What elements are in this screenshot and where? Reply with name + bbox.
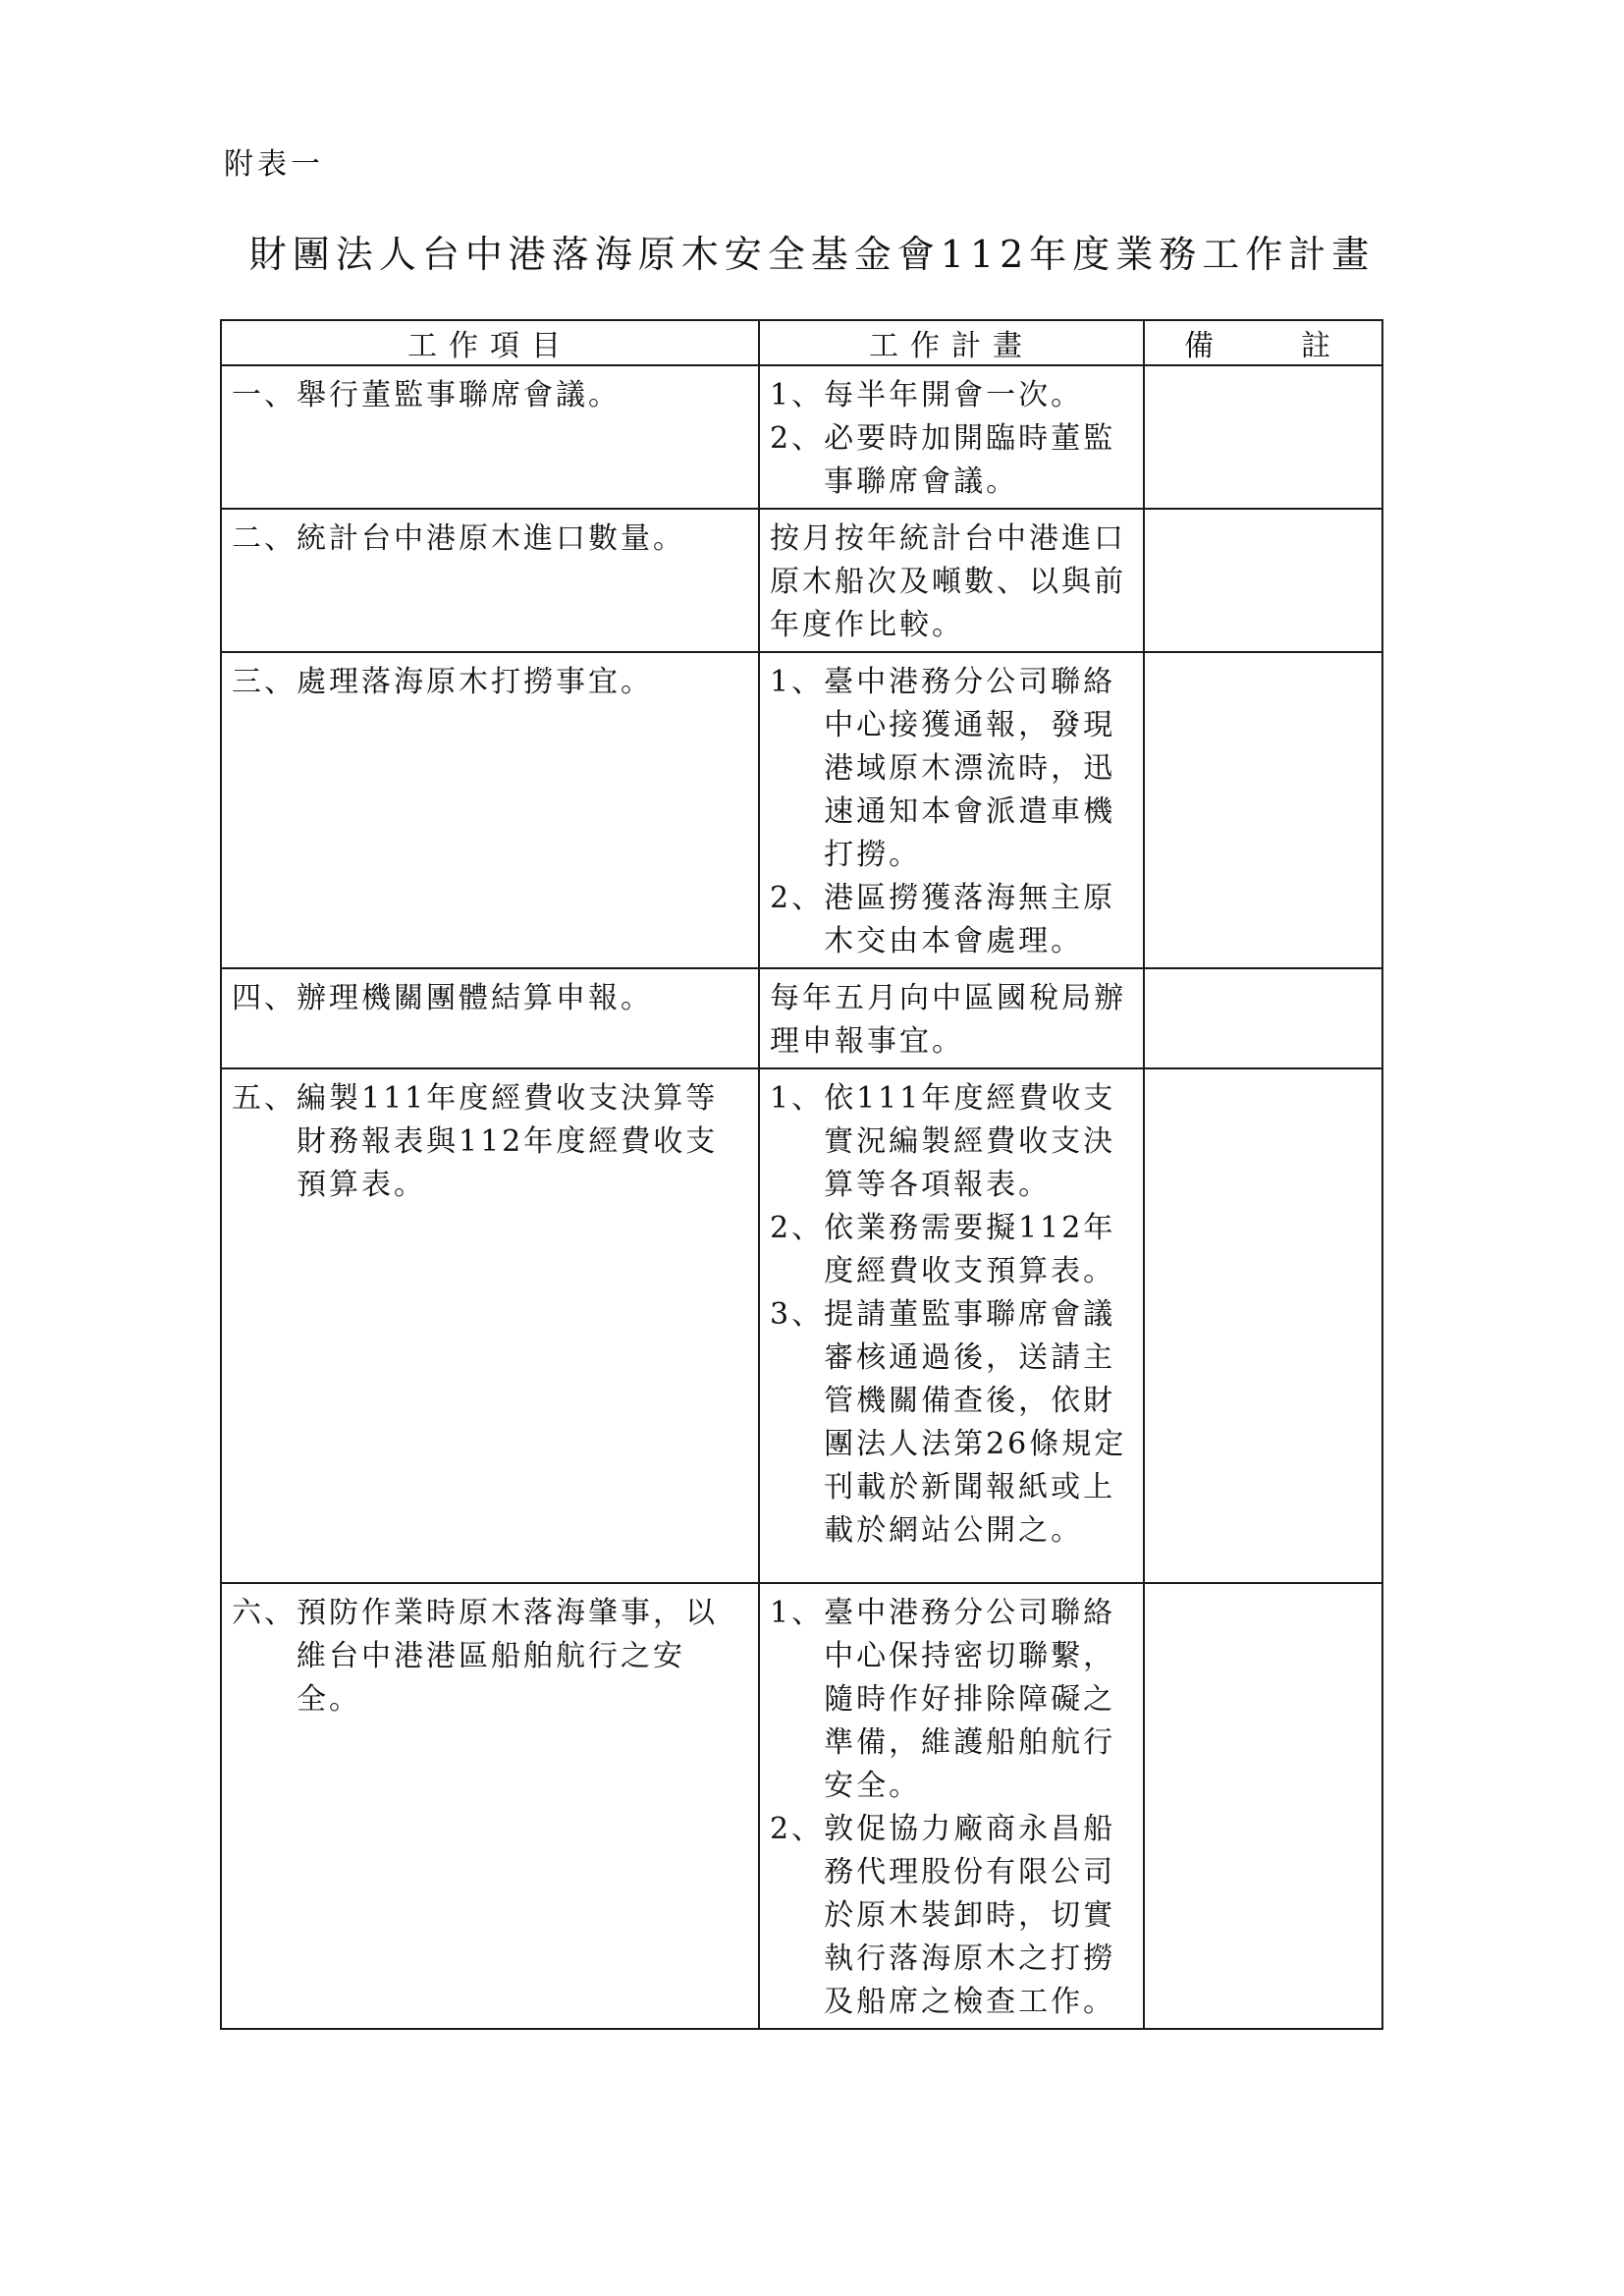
step-number: 3、 bbox=[770, 1297, 825, 1332]
item-number: 五、 bbox=[232, 1081, 297, 1116]
remark-cell bbox=[1144, 968, 1382, 1068]
step-number: 2、 bbox=[770, 1812, 825, 1846]
item-text: 預防作業時原木落海肇事，以維台中港港區船舶航行之安全。 bbox=[297, 1596, 718, 1717]
plan-step bbox=[770, 417, 1135, 504]
step-number: 1、 bbox=[770, 665, 825, 699]
step-number: 1、 bbox=[770, 1596, 825, 1630]
step-number: 2、 bbox=[770, 1211, 825, 1245]
step-text: 依業務需要擬112年度經費收支預算表。 bbox=[824, 1211, 1116, 1288]
work-plan-cell bbox=[759, 365, 1144, 509]
annex-label: 附表一 bbox=[224, 147, 324, 182]
remark-cell bbox=[1144, 1583, 1382, 2029]
item-text: 舉行董監事聯席會議。 bbox=[297, 378, 621, 412]
step-text: 每半年開會一次。 bbox=[824, 378, 1084, 412]
header-remarks-char-2: 註 bbox=[1301, 329, 1342, 363]
header-remarks bbox=[1144, 320, 1382, 365]
work-plan-cell bbox=[759, 968, 1144, 1068]
step-text: 港區撈獲落海無主原木交由本會處理。 bbox=[824, 881, 1116, 958]
step-number: 1、 bbox=[770, 1081, 825, 1116]
step-text: 臺中港務分公司聯絡中心接獲通報，發現港域原木漂流時，迅速通知本會派遣車機打撈。 bbox=[824, 665, 1116, 872]
header-remarks-char-1: 備 bbox=[1184, 329, 1225, 363]
item-text: 辦理機關團體結算申報。 bbox=[297, 981, 653, 1015]
work-item-cell bbox=[221, 1068, 759, 1583]
work-item-cell bbox=[221, 1583, 759, 2029]
plan-step bbox=[770, 1293, 1135, 1553]
item-text: 處理落海原木打撈事宜。 bbox=[297, 665, 653, 699]
plan-text: 按月按年統計台中港進口原木船次及噸數、以與前年度作比較。 bbox=[770, 521, 1126, 642]
plan-step bbox=[770, 877, 1135, 963]
work-item-cell bbox=[221, 652, 759, 968]
step-number: 2、 bbox=[770, 421, 825, 456]
plan-step bbox=[770, 661, 1135, 877]
plan-step bbox=[770, 1077, 1135, 1207]
plan-step bbox=[770, 1207, 1135, 1293]
table-row bbox=[221, 968, 1382, 1068]
document-title: 財團法人台中港落海原木安全基金會112年度業務工作計畫 bbox=[248, 233, 1376, 276]
work-item-cell bbox=[221, 968, 759, 1068]
step-number: 2、 bbox=[770, 881, 825, 915]
work-plan-cell bbox=[759, 652, 1144, 968]
step-text: 提請董監事聯席會議審核通過後，送請主管機關備查後，依財團法人法第26條規定刊載於新聞報紙或上載於網站公開之。 bbox=[824, 1297, 1127, 1548]
step-text: 依111年度經費收支實況編製經費收支決算等各項報表。 bbox=[824, 1081, 1116, 1202]
step-text: 必要時加開臨時董監事聯席會議。 bbox=[824, 421, 1116, 499]
plan-text: 每年五月向中區國稅局辦理申報事宜。 bbox=[770, 981, 1126, 1059]
remark-cell bbox=[1144, 1068, 1382, 1583]
item-number: 三、 bbox=[232, 665, 297, 699]
item-number: 四、 bbox=[232, 981, 297, 1015]
work-plan-cell bbox=[759, 1068, 1144, 1583]
work-item-cell bbox=[221, 509, 759, 652]
header-work-plan: 工作計畫 bbox=[759, 320, 1144, 365]
step-text: 敦促協力廠商永昌船務代理股份有限公司於原木裝卸時，切實執行落海原木之打撈及船席之檢查工作。 bbox=[824, 1812, 1116, 2019]
remark-cell bbox=[1144, 652, 1382, 968]
table-row bbox=[221, 652, 1382, 968]
table-header-row bbox=[221, 320, 1382, 365]
item-text: 編製111年度經費收支決算等財務報表與112年度經費收支預算表。 bbox=[297, 1081, 719, 1202]
item-number: 一、 bbox=[232, 378, 297, 412]
table-row bbox=[221, 1068, 1382, 1583]
item-number: 二、 bbox=[232, 521, 297, 556]
work-plan-cell bbox=[759, 1583, 1144, 2029]
step-text: 臺中港務分公司聯絡中心保持密切聯繫，隨時作好排除障礙之準備，維護船舶航行安全。 bbox=[824, 1596, 1116, 1803]
table-row bbox=[221, 509, 1382, 652]
item-number: 六、 bbox=[232, 1596, 297, 1630]
plan-step bbox=[770, 1592, 1135, 1808]
work-item-cell bbox=[221, 365, 759, 509]
remark-cell bbox=[1144, 365, 1382, 509]
item-text: 統計台中港原木進口數量。 bbox=[297, 521, 685, 556]
work-plan-cell bbox=[759, 509, 1144, 652]
plan-step bbox=[770, 1808, 1135, 2024]
table-row bbox=[221, 1583, 1382, 2029]
remark-cell bbox=[1144, 509, 1382, 652]
table-row bbox=[221, 365, 1382, 509]
step-number: 1、 bbox=[770, 378, 825, 412]
work-plan-table bbox=[220, 319, 1383, 2030]
header-work-item: 工作項目 bbox=[221, 320, 759, 365]
plan-step bbox=[770, 374, 1135, 417]
